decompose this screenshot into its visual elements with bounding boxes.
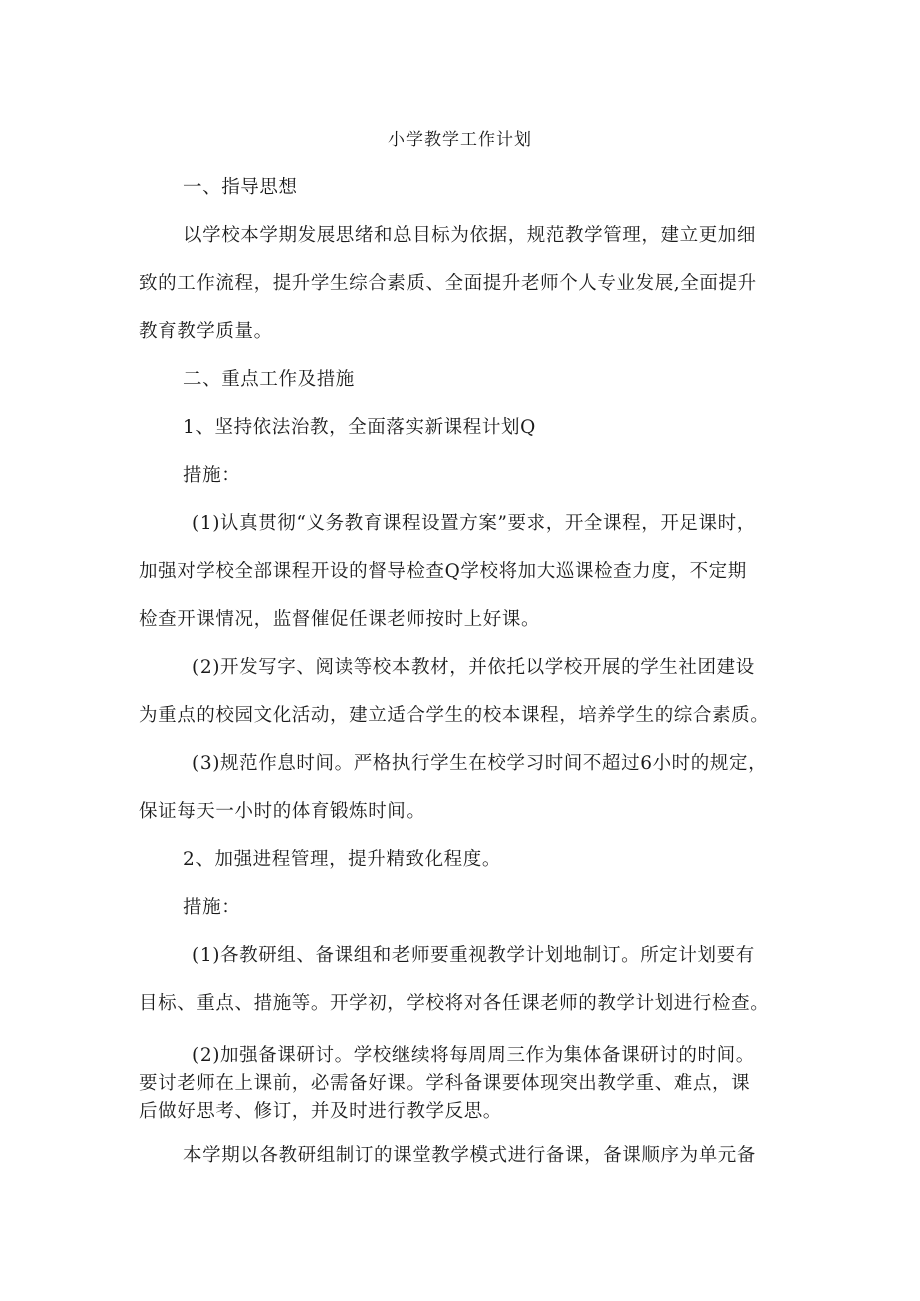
subsection-heading: 1、坚持依法治教，全面落实新课程计划Q xyxy=(183,417,536,438)
measures-label: 措施： xyxy=(183,897,241,918)
paragraph-line: (2)加强备课研讨。学校继续将每周周三作为集体备课研讨的时间。 xyxy=(192,1045,755,1066)
paragraph-line: 本学期以各教研组制订的课堂教学模式进行备课，备课顺序为单元备 xyxy=(183,1145,757,1166)
paragraph-line: 要讨老师在上课前，必需备好课。学科备课要体现突出教学重、难点，课 xyxy=(139,1073,751,1094)
paragraph-line: 保证每天一小时的体育锻炼时间。 xyxy=(139,801,426,822)
paragraph-line: (1)认真贯彻“义务教育课程设置方案”要求，开全课程，开足课时， xyxy=(192,513,756,534)
paragraph-line: (1)各教研组、备课组和老师要重视教学计划地制订。所定计划要有 xyxy=(192,945,755,966)
paragraph-line: 加强对学校全部课程开设的督导检查Q学校将加大巡课检查力度，不定期 xyxy=(139,561,747,582)
paragraph-line: 以学校本学期发展思绪和总目标为依据，规范教学管理，建立更加细 xyxy=(183,225,757,246)
section-heading-key-work: 二、重点工作及措施 xyxy=(183,369,355,390)
paragraph-line: 为重点的校园文化活动，建立适合学生的校本课程，培养学生的综合素质。 xyxy=(139,705,770,726)
section-heading-guiding-ideology: 一、指导思想 xyxy=(183,177,298,198)
paragraph-line: 致的工作流程，提升学生综合素质、全面提升老师个人专业发展,全面提升 xyxy=(139,273,757,294)
measures-label: 措施： xyxy=(183,465,241,486)
page-title: 小学教学工作计划 xyxy=(388,130,532,150)
paragraph-line: (3)规范作息时间。严格执行学生在校学习时间不超过6小时的规定， xyxy=(192,753,768,774)
paragraph-line: 检查开课情况，监督催促任课老师按时上好课。 xyxy=(139,609,541,630)
paragraph-line: 教育教学质量。 xyxy=(139,321,273,342)
paragraph-line: (2)开发写字、阅读等校本教材，并依托以学校开展的学生社团建设 xyxy=(192,657,755,678)
paragraph-line: 后做好思考、修订，并及时进行教学反思。 xyxy=(139,1101,502,1122)
subsection-heading: 2、加强进程管理，提升精致化程度。 xyxy=(183,849,501,870)
paragraph-line: 目标、重点、措施等。开学初，学校将对各任课老师的教学计划进行检查。 xyxy=(139,993,770,1014)
